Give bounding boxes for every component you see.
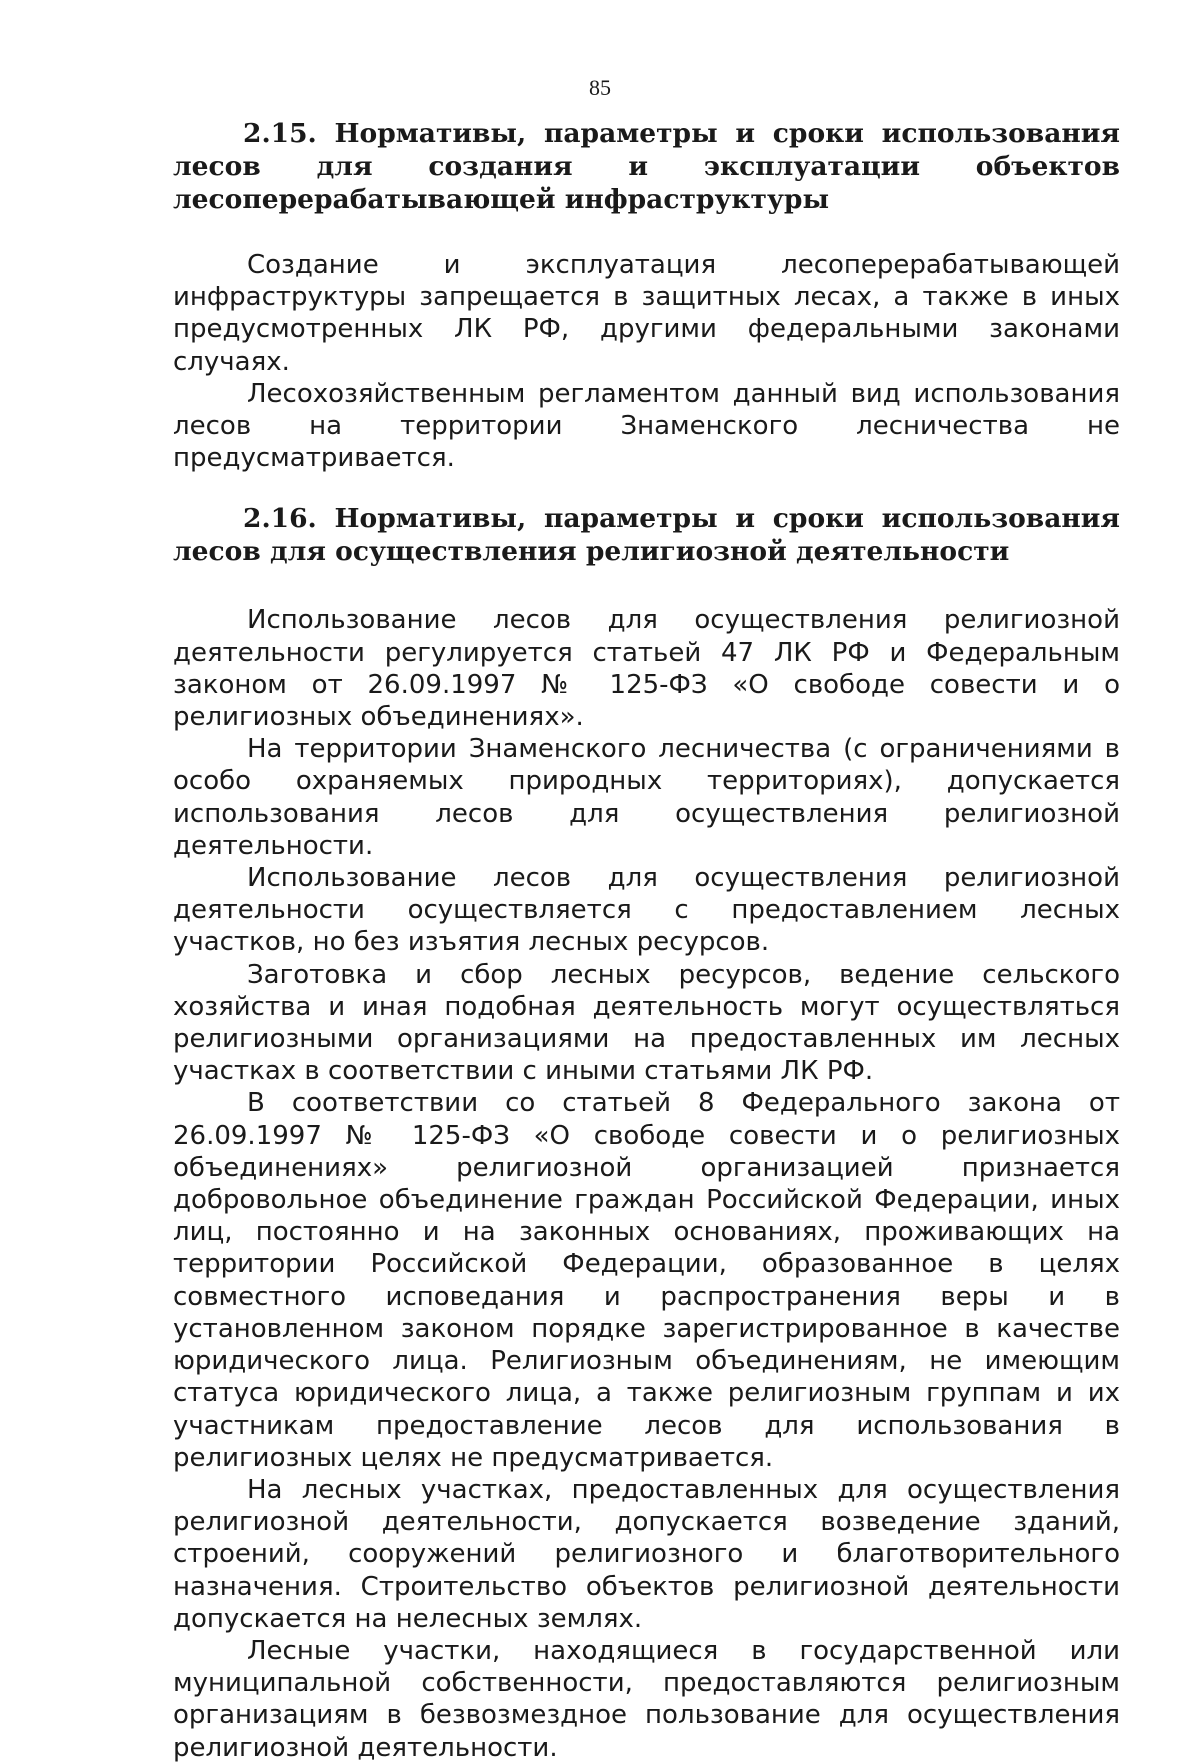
- section-heading-2-15: 2.15. Нормативы, параметры и сроки использования лесов для создания и эксплуатации объектов лесоперерабатывающей инфраструктуры: [173, 118, 1120, 215]
- section-body-2-16: [173, 604, 1120, 1763]
- paragraph: На территории Знаменского лесничества (с ограничениями в особо охраняемых природных территориях), допускается использования лесов для осуществления религиозной деятельности.: [173, 734, 1120, 861]
- paragraph: Использование лесов для осуществления религиозной деятельности регулируется статьей 47 ЛК РФ и Федеральным законом от 26.09.1997 № 125-ФЗ «О свободе совести и о религиозных объединениях».: [173, 605, 1120, 733]
- paragraph: На лесных участках, предоставленных для осуществления религиозной деятельности, допускается возведение зданий, строений, сооружений религиозного и благотворительного назначения. Строительство объектов религиозной деятельности допускается на нелесных землях.: [173, 1474, 1120, 1634]
- paragraph: Использование лесов для осуществления религиозной деятельности осуществляется с предоставлением лесных участков, но без изъятия лесных ресурсов.: [173, 863, 1120, 958]
- section-heading-2-16: 2.16. Нормативы, параметры и сроки использования лесов для осуществления религиозной деятельности: [173, 503, 1120, 568]
- paragraph: Создание и эксплуатация лесоперерабатывающей инфраструктуры запрещается в защитных лесах, а также в иных предусмотренных ЛК РФ, другими федеральными законами случаях.: [173, 250, 1120, 377]
- paragraph: Заготовка и сбор лесных ресурсов, ведение сельского хозяйства и иная подобная деятельность могут осуществляться религиозными организациями на предоставленных им лесных участках в соответствии с иными статьями ЛК РФ.: [173, 959, 1120, 1087]
- page-number: 85: [589, 75, 611, 100]
- paragraph: Лесные участки, находящиеся в государственной или муниципальной собственности, предоставляются религиозным организациям в безвозмездное пользование для осуществления религиозной деятельности.: [173, 1635, 1120, 1763]
- section-body-2-15: [173, 249, 1120, 474]
- page-content: [173, 117, 1120, 1764]
- paragraph: Лесохозяйственным регламентом данный вид использования лесов на территории Знаменского лесничества не предусматривается.: [173, 378, 1120, 474]
- paragraph: В соответствии со статьей 8 Федерального закона от 26.09.1997 № 125-ФЗ «О свободе совести и о религиозных объединениях» религиозной организацией признается добровольное объединение граждан Российской Федерации, иных лиц, постоянно и на законных основаниях, проживающих на территории Российской Федерации, образованное в целях совместного исповедания и распространения веры и в установленном законом порядке зарегистрированное в качестве юридического лица. Религиозным объединениям, не имеющим статуса юридического лица, а также религиозным группам и их участникам предоставление лесов для использования в религиозных целях не предусматривается.: [173, 1088, 1120, 1473]
